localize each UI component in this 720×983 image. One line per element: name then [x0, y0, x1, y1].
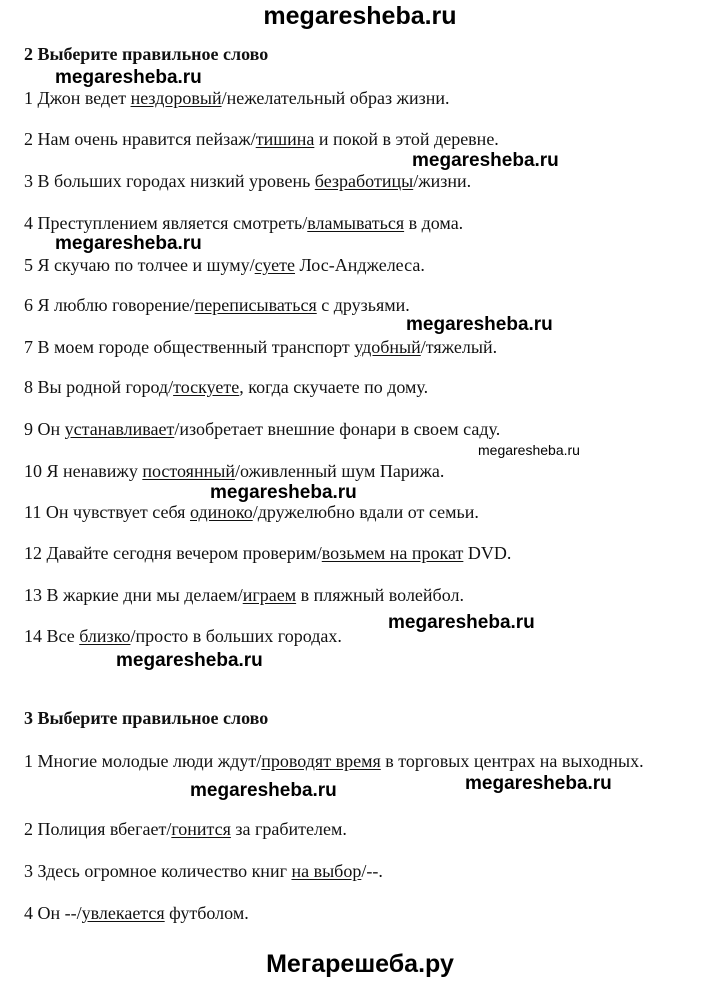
exercise-line: 4 Он --/увлекается футболом. [24, 903, 249, 923]
exercise-line: 10 Я ненавижу постоянный/оживленный шум Парижа. [24, 461, 445, 481]
answer-word: играем [242, 585, 297, 605]
watermark: megaresheba.ru [478, 442, 580, 458]
answer-word: проводят время [261, 751, 381, 771]
watermark: megaresheba.ru [210, 482, 357, 503]
exercise-line: 4 Преступлением является смотреть/вламываться в дома. [24, 213, 464, 233]
answer-word: одиноко [189, 502, 253, 522]
exercise-line: 3 Здесь огромное количество книг на выбор/--. [24, 861, 383, 881]
watermark: megaresheba.ru [190, 780, 337, 801]
exercise-line: 11 Он чувствует себя одиноко/дружелюбно вдали от семьи. [24, 502, 479, 522]
answer-word: переписываться [194, 295, 317, 315]
watermark: megaresheba.ru [55, 233, 202, 254]
exercise-line: 1 Многие молодые люди ждут/проводят время в торговых центрах на выходных. [24, 751, 644, 771]
answer-word: на выбор [291, 861, 362, 881]
exercise-line: 8 Вы родной город/тоскуете, когда скучаете по дому. [24, 377, 429, 397]
answer-word: гонится [171, 819, 231, 839]
watermark: megaresheba.ru [116, 650, 263, 671]
answer-word: увлекается [81, 903, 165, 923]
watermark: megaresheba.ru [388, 612, 535, 633]
watermark: megaresheba.ru [412, 150, 559, 171]
exercise-line: 2 Нам очень нравится пейзаж/тишина и покой в этой деревне. [24, 129, 499, 149]
answer-word: тишина [255, 129, 315, 149]
answer-word: постоянный [142, 461, 235, 481]
section-3-title: 3 Выберите правильное слово [24, 708, 269, 728]
exercise-line: 3 В больших городах низкий уровень безработицы/жизни. [24, 171, 472, 191]
exercise-line: 1 Джон ведет нездоровый/нежелательный образ жизни. [24, 88, 450, 108]
exercise-line: 13 В жаркие дни мы делаем/играем в пляжный волейбол. [24, 585, 464, 605]
answer-word: возьмем на прокат [321, 543, 464, 563]
answer-word: тоскуете [173, 377, 240, 397]
section-2-title: 2 Выберите правильное слово [24, 44, 269, 64]
exercise-line: 5 Я скучаю по толчее и шуму/суете Лос-Анджелеса. [24, 255, 425, 275]
exercise-line: 14 Все близко/просто в больших городах. [24, 626, 342, 646]
answer-word: близко [79, 626, 131, 646]
exercise-line: 12 Давайте сегодня вечером проверим/возьмем на прокат DVD. [24, 543, 512, 563]
watermark: megaresheba.ru [55, 67, 202, 88]
page-header: megaresheba.ru [263, 2, 457, 30]
exercise-line: 9 Он устанавливает/изобретает внешние фонари в своем саду. [24, 419, 501, 439]
watermark: megaresheba.ru [465, 773, 612, 794]
answer-word: устанавливает [64, 419, 175, 439]
watermark: megaresheba.ru [406, 314, 553, 335]
answer-word: суете [254, 255, 296, 275]
exercise-line: 2 Полиция вбегает/гонится за грабителем. [24, 819, 347, 839]
exercise-line: 6 Я люблю говорение/переписываться с друзьями. [24, 295, 410, 315]
answer-word: безработицы [314, 171, 414, 191]
exercise-line: 7 В моем городе общественный транспорт удобный/тяжелый. [24, 337, 498, 357]
answer-word: нездоровый [130, 88, 222, 108]
answer-word: вламываться [307, 213, 405, 233]
page-footer: Мегарешеба.ру [266, 950, 454, 978]
answer-word: удобный [354, 337, 421, 357]
